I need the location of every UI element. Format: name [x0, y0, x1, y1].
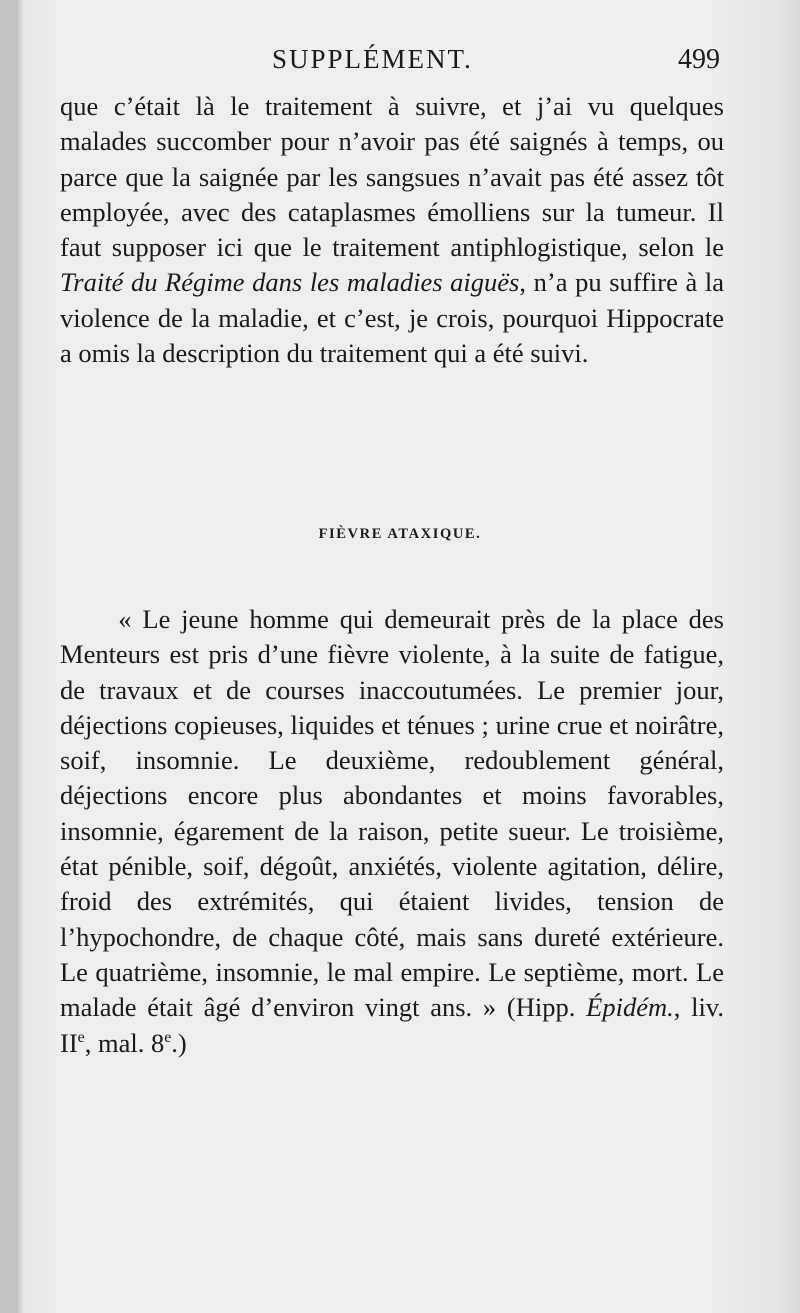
citation-case-superscript: e [164, 1028, 172, 1046]
citation-book-superscript: e [77, 1028, 85, 1046]
page-binding-shadow [16, 0, 24, 1313]
page-number: 499 [678, 44, 720, 75]
paragraph-case-description [60, 602, 724, 1061]
citation-end: .) [171, 1027, 187, 1058]
citation-case: , mal. 8 [84, 1027, 165, 1058]
citation-work: Épidém. [586, 992, 674, 1023]
section-title: FIÈVRE ATAXIQUE. [318, 526, 482, 542]
paragraph-1-text-before: que c’était là le traitement à suivre, et j’ai vu quelques malades succomber pour n’avoir pas été saignés à temps, ou parce que la saignée par les sangsues n’avait pas été assez tôt employée, avec des cataplasmes émolliens sur la tumeur. Il faut supposer ici que le traitement antiphlogistique, selon le [60, 91, 724, 263]
running-head: SUPPLÉMENT. [272, 44, 473, 74]
paragraph-treatment-discussion [60, 89, 724, 371]
paragraph-1-text-after: , n’a pu suffire à la violence de la maladie, et c’est, je crois, pourquoi Hippocrate a omis la description du traitement qui a été suivi. [60, 267, 724, 369]
page-header [60, 44, 720, 84]
italic-work-title: Traité du Régime dans les maladies aiguës [60, 267, 520, 298]
page-binding-edge [0, 0, 16, 1313]
paragraph-2-text: « Le jeune homme qui demeurait près de la place des Menteurs est pris d’une fièvre violente, à la suite de fatigue, de travaux et de courses inaccoutumées. Le premier jour, déjections copieuses, liquides et ténues ; urine crue et noirâtre, soif, insomnie. Le deuxième, redoublement général, déjections encore plus abondantes et moins favorables, insomnie, égarement de la raison, petite sueur. Le troisième, état pénible, soif, dégoût, anxiétés, violente agitation, délire, froid des extrémités, qui étaient livides, tension de l’hypochondre, de chaque côté, mais sans dureté extérieure. Le quatrième, insomnie, le mal empire. Le septième, mort. Le malade était âgé d’environ vingt ans. » (Hipp. [60, 604, 724, 1023]
citation-book: , liv. II [60, 992, 725, 1058]
